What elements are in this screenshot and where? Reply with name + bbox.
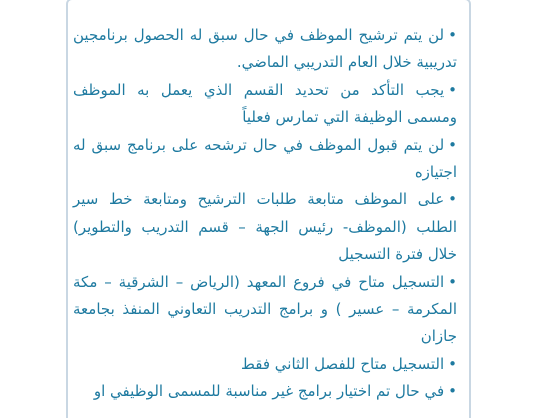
bullet-icon: • xyxy=(448,382,457,401)
note-item xyxy=(73,132,457,187)
bullet-icon: • xyxy=(448,26,457,44)
bullet-icon: • xyxy=(448,190,457,209)
notes-list xyxy=(73,22,457,406)
note-item xyxy=(73,186,457,268)
note-text: التسجيل متاح للفصل الثاني فقط xyxy=(241,354,445,373)
bullet-icon: • xyxy=(448,354,457,373)
note-text: يجب التأكد من تحديد القسم الذي يعمل به الموظف ومسمى الوظيفة التي تمارس فعلياً xyxy=(73,80,457,127)
note-text: في حال تم اختيار برامج غير مناسبة للمسمى الوظيفي او xyxy=(93,382,445,401)
note-text: لن يتم ترشيح الموظف في حال سبق له الحصول برنامجين تدريبية خلال العام التدريبي الماضي. xyxy=(73,26,457,72)
note-item xyxy=(73,22,457,77)
note-item xyxy=(73,378,457,405)
note-text: لن يتم قبول الموظف في حال ترشحه على برنامج سبق له اجتيازه xyxy=(73,135,457,182)
note-item xyxy=(73,351,457,378)
bullet-icon: • xyxy=(448,80,457,99)
bullet-icon: • xyxy=(448,135,457,154)
bullet-icon: • xyxy=(448,272,457,291)
note-text: التسجيل متاح في فروع المعهد (الرياض – الشرقية – مكة المكرمة – عسير ) و برامج التدريب التعاوني المنفذ بجامعة جازان xyxy=(73,272,457,346)
note-item xyxy=(73,269,457,351)
note-text: على الموظف متابعة طلبات الترشيح ومتابعة خط سير الطلب (الموظف- رئيس الجهة – قسم التدريب والتطوير) خلال فترة التسجيل xyxy=(73,190,457,264)
note-item xyxy=(73,77,457,132)
